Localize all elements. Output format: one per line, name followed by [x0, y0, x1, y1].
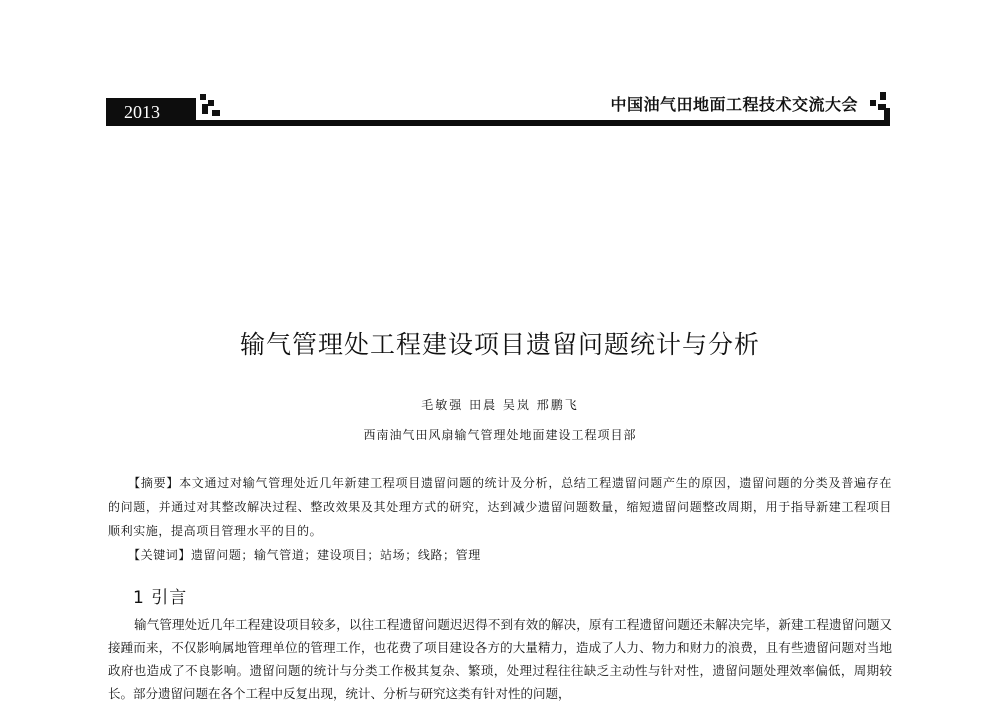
header-rule: [196, 120, 890, 126]
running-header: [106, 90, 890, 130]
section-heading: 1 引言: [133, 588, 188, 608]
abstract-label: 【摘要】: [128, 476, 180, 490]
year-badge: [106, 98, 196, 126]
conference-title: 中国油气田地面工程技术交流大会: [610, 95, 858, 114]
year-label: 2013: [124, 102, 160, 122]
abstract: [108, 471, 892, 543]
corner-ornament-icon: [866, 90, 890, 120]
keywords: [108, 545, 892, 565]
keywords-label: 【关键词】: [128, 548, 192, 562]
author-affiliation: 西南油气田风扇输气管理处地面建设工程项目部: [363, 428, 637, 442]
section-text: 输气管理处近几年工程建设项目较多，以往工程遗留问题迟迟得不到有效的解决，原有工程遗留问题还未解决完毕，新建工程遗留问题又接踵而来，不仅影响属地管理单位的管理工作，也花费了项目建设各方的大量精力，造成了人力、物力和财力的浪费，且有些遗留问题对当地政府也造成了不良影响。遗留问题的统计与分类工作极其复杂、繁琐，处理过程往往缺乏主动性与针对性，遗留问题处理效率偏低，周期较长。部分遗留问题在各个工程中反复出现，统计、分析与研究这类有针对性的问题，: [108, 617, 892, 701]
author-list: 毛敏强 田晨 吴岚 邢鹏飞: [421, 398, 579, 412]
keywords-text: 遗留问题；输气管道；建设项目；站场；线路；管理: [191, 548, 481, 562]
abstract-text: 本文通过对输气管理处近几年新建工程项目遗留问题的统计及分析，总结工程遗留问题产生的原因，遗留问题的分类及普遍存在的问题，并通过对其整改解决过程、整改效果及其处理方式的研究，达到减少遗留问题数量，缩短遗留问题整改周期，用于指导新建工程项目顺利实施，提高项目管理水平的目的。: [108, 476, 893, 538]
corner-ornament-icon: [198, 90, 222, 120]
section-body: [108, 613, 892, 705]
paper-title: 输气管理处工程建设项目遗留问题统计与分析: [239, 330, 760, 359]
